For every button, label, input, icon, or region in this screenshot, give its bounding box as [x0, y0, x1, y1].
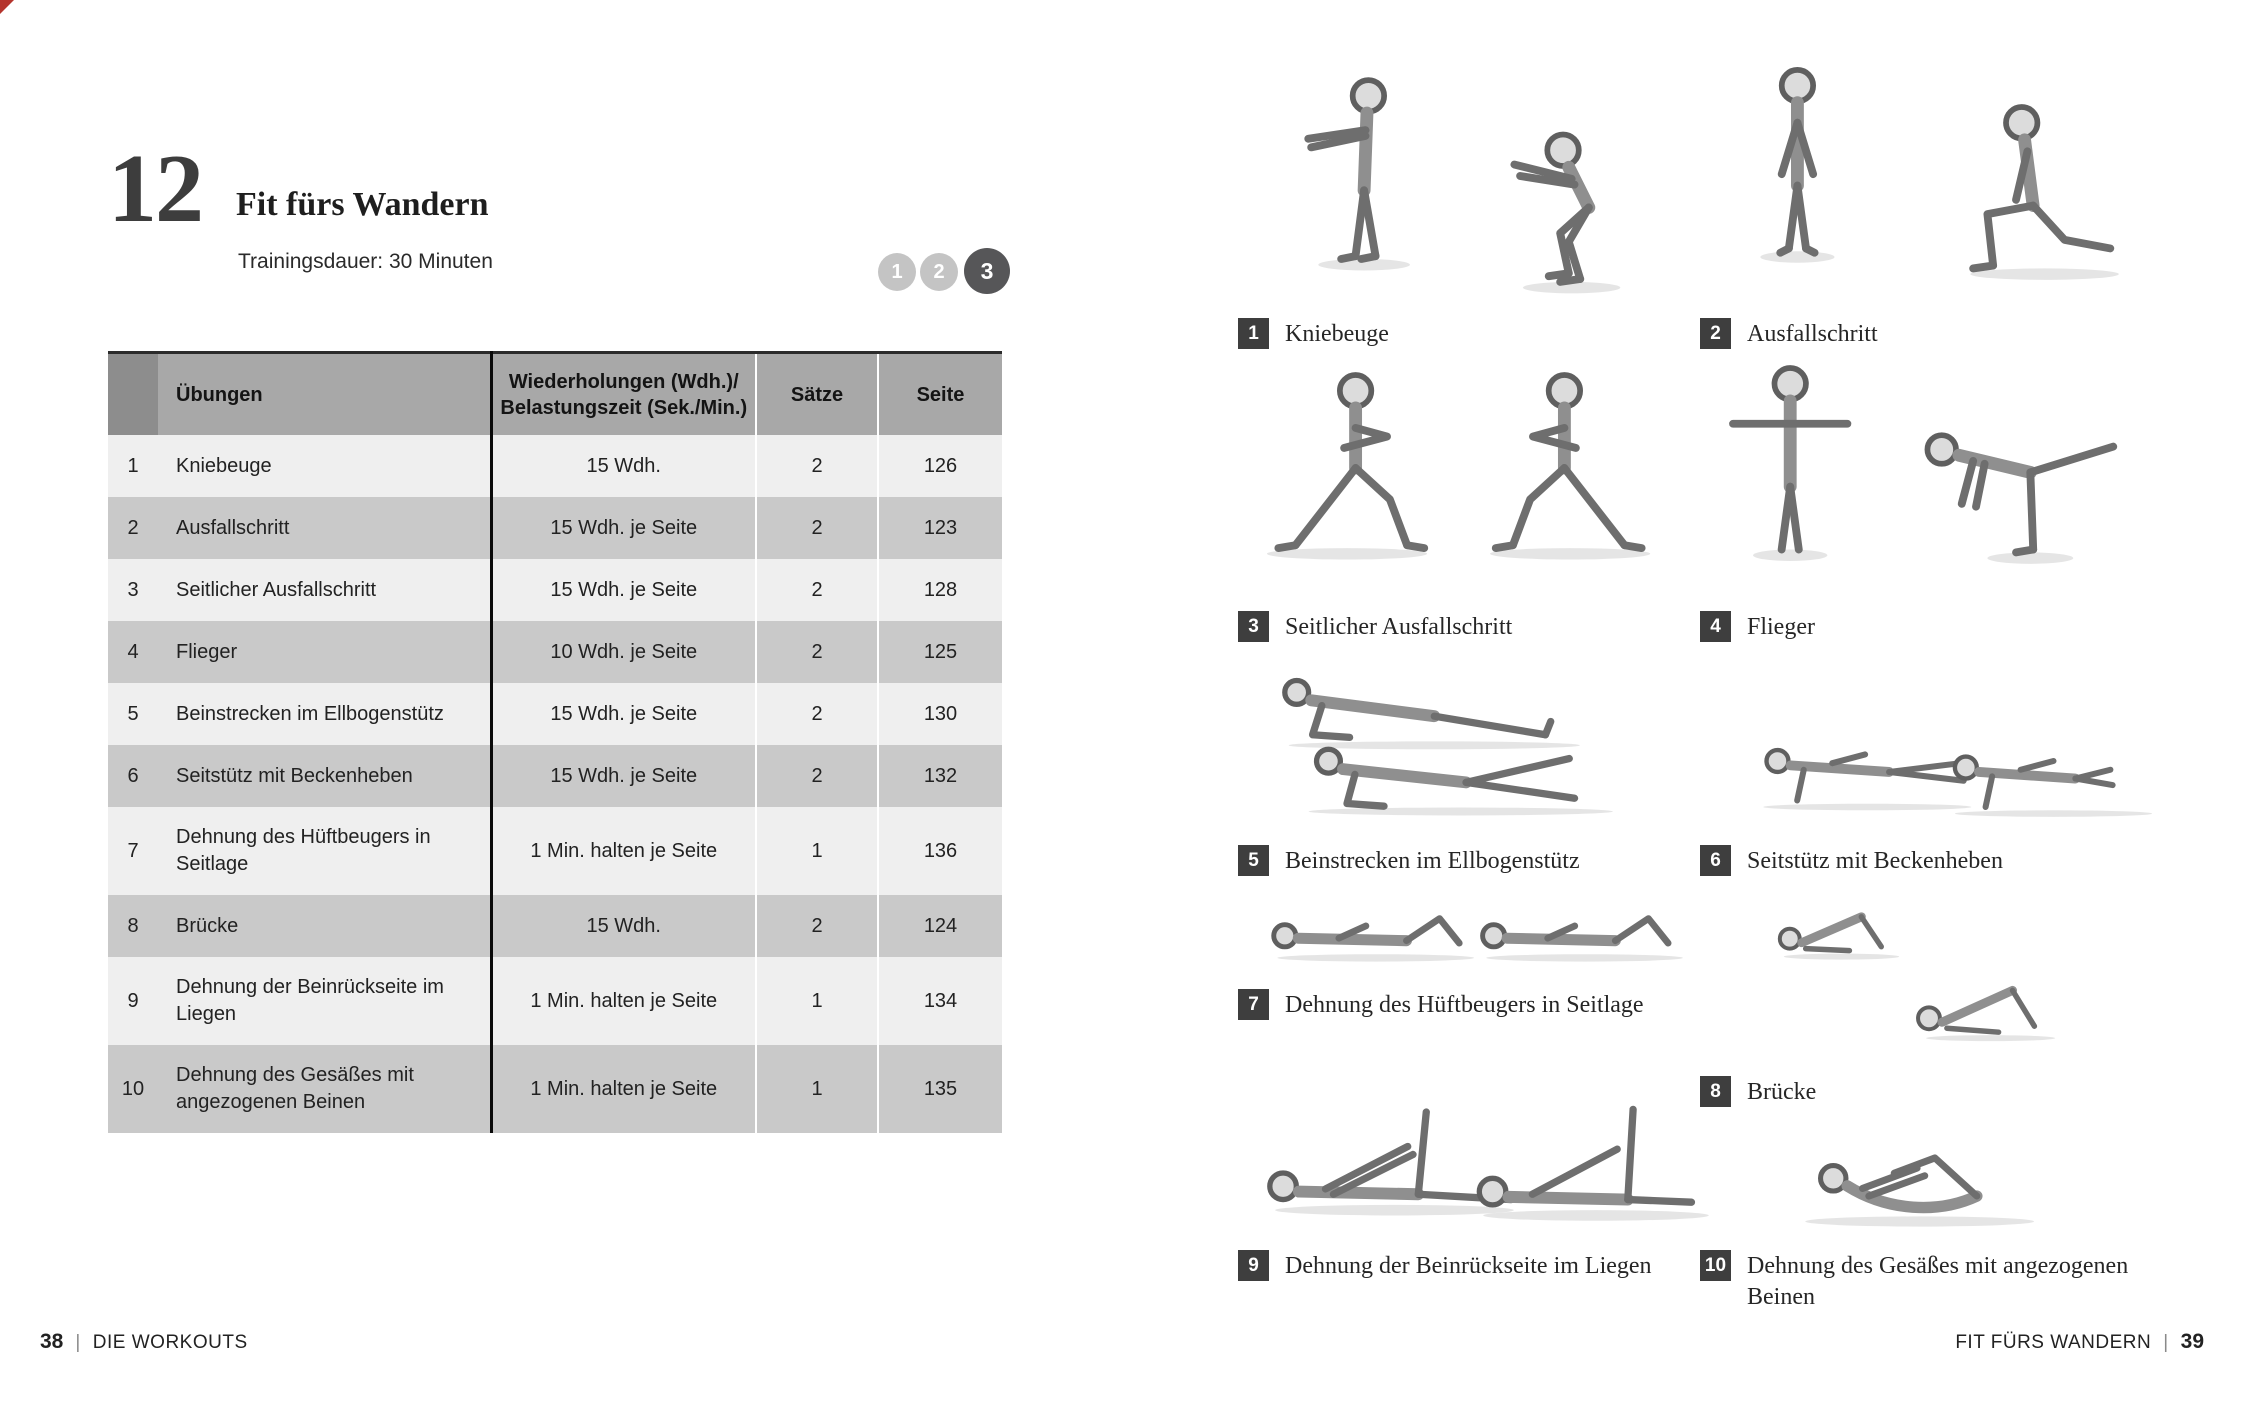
figure-caption-text: Dehnung der Beinrückseite im Liegen [1285, 1253, 1652, 1279]
exercise-name: Seitlicher Ausfallschritt [158, 559, 491, 621]
table-row [108, 559, 1002, 621]
figure-caption-2 [1700, 318, 1878, 350]
page-number-right: 39 [2180, 1330, 2204, 1353]
figure-caption-text: Beinstrecken im Ellbogenstütz [1285, 848, 1580, 874]
exercise-sets: 2 [756, 683, 878, 745]
illustration-flieger [1690, 358, 2162, 601]
difficulty-levels [872, 245, 1012, 297]
exercise-name: Seitstütz mit Beckenheben [158, 745, 491, 807]
page-number-left: 38 [40, 1330, 64, 1353]
table-row [108, 1045, 1002, 1133]
figure-caption-text: Seitlicher Ausfallschritt [1285, 614, 1513, 640]
table-row [108, 683, 1002, 745]
exercise-page: 123 [878, 497, 1002, 559]
level-badge-3-active: 3 [964, 248, 1010, 294]
exercise-num: 5 [108, 683, 158, 745]
level-badge-1: 1 [878, 253, 916, 291]
exercise-reps: 15 Wdh. je Seite [491, 497, 756, 559]
exercise-page: 136 [878, 807, 1002, 895]
exercise-page: 124 [878, 895, 1002, 957]
exercise-sets: 2 [756, 497, 878, 559]
table-row [108, 807, 1002, 895]
table-row [108, 957, 1002, 1045]
illustration-bruecke [1690, 887, 2162, 1066]
exercise-page: 130 [878, 683, 1002, 745]
illustration-seitstuetz-beckenheben [1690, 715, 2176, 830]
exercise-sets: 2 [756, 621, 878, 683]
exercise-num: 10 [108, 1045, 158, 1133]
figure-caption-6 [1700, 845, 2003, 877]
exercise-reps: 1 Min. halten je Seite [491, 957, 756, 1045]
figure-number-badge: 1 [1238, 318, 1269, 349]
footer-divider: | [75, 1332, 81, 1353]
exercise-reps: 15 Wdh. [491, 435, 756, 497]
exercise-sets: 1 [756, 957, 878, 1045]
table-row [108, 435, 1002, 497]
exercise-reps: 15 Wdh. je Seite [491, 559, 756, 621]
exercise-sets: 1 [756, 807, 878, 895]
figure-caption-text: Kniebeuge [1285, 321, 1389, 347]
illustration-kniebeuge [1231, 64, 1689, 308]
exercise-num: 1 [108, 435, 158, 497]
figure-number-badge: 2 [1700, 318, 1731, 349]
figure-caption-text: Seitstütz mit Beckenheben [1747, 848, 2003, 874]
figure-caption-text: Dehnung des Gesäßes mit angezogenen Beinen [1747, 1253, 2129, 1311]
exercise-name: Flieger [158, 621, 491, 683]
figure-caption-text: Brücke [1747, 1079, 1817, 1105]
page-corner-mark [0, 0, 14, 14]
workout-number: 12 [108, 135, 202, 243]
exercise-name: Beinstrecken im Ellbogenstütz [158, 683, 491, 745]
exercise-name: Ausfallschritt [158, 497, 491, 559]
exercise-reps: 15 Wdh. [491, 895, 756, 957]
figure-caption-9 [1238, 1250, 1652, 1282]
exercise-page: 126 [878, 435, 1002, 497]
exercise-reps: 10 Wdh. je Seite [491, 621, 756, 683]
figure-number-badge: 5 [1238, 845, 1269, 876]
illustration-ausfallschritt [1690, 57, 2162, 307]
exercise-page: 132 [878, 745, 1002, 807]
illustration-seitlicher-ausfallschritt [1224, 365, 1696, 601]
figure-caption-1 [1238, 318, 1389, 350]
exercise-num: 8 [108, 895, 158, 957]
header-reps-line2: Belastungszeit (Sek./Min.) [500, 396, 748, 419]
header-sets: Sätze [756, 353, 878, 436]
header-page: Seite [878, 353, 1002, 436]
footer-right [1955, 1330, 2204, 1354]
figure-number-badge: 3 [1238, 611, 1269, 642]
exercise-reps: 1 Min. halten je Seite [491, 807, 756, 895]
table-row [108, 621, 1002, 683]
illustration-beinstrecken-ellbogenstuetz [1231, 658, 1717, 830]
footer-section-right: FIT FÜRS WANDERN [1955, 1332, 2152, 1353]
figure-caption-4 [1700, 611, 1815, 643]
figure-caption-5 [1238, 845, 1580, 877]
exercise-reps: 15 Wdh. je Seite [491, 683, 756, 745]
exercise-num: 3 [108, 559, 158, 621]
exercise-name: Dehnung des Gesäßes mit angezogenen Beinen [158, 1045, 491, 1133]
figure-caption-text: Ausfallschritt [1747, 321, 1878, 347]
figure-caption-3 [1238, 611, 1512, 643]
illustration-dehnung-hueftbeuger [1231, 894, 1717, 980]
illustration-dehnung-beinrueckseite [1231, 1059, 1717, 1238]
figure-number-badge: 6 [1700, 845, 1731, 876]
table-row [108, 745, 1002, 807]
figure-number-badge: 9 [1238, 1250, 1269, 1281]
exercise-name: Brücke [158, 895, 491, 957]
figure-caption-text: Dehnung des Hüftbeugers in Seitlage [1285, 992, 1644, 1018]
figure-number-badge: 10 [1700, 1250, 1731, 1281]
exercise-num: 6 [108, 745, 158, 807]
header-exercises: Übungen [158, 353, 491, 436]
header-corner-cell [108, 353, 158, 436]
exercise-name: Kniebeuge [158, 435, 491, 497]
exercise-num: 7 [108, 807, 158, 895]
table-header-row [108, 353, 1002, 436]
exercise-num: 9 [108, 957, 158, 1045]
exercise-sets: 2 [756, 559, 878, 621]
figure-number-badge: 8 [1700, 1076, 1731, 1107]
illustration-dehnung-gesaess [1690, 1130, 2162, 1238]
exercise-num: 2 [108, 497, 158, 559]
exercise-name: Dehnung der Beinrückseite im Liegen [158, 957, 491, 1045]
figure-caption-7 [1238, 989, 1644, 1021]
footer-section-left: DIE WORKOUTS [92, 1332, 248, 1353]
figure-number-badge: 7 [1238, 989, 1269, 1020]
level-badge-2: 2 [920, 253, 958, 291]
figure-caption-10 [1700, 1250, 2197, 1313]
table-row [108, 497, 1002, 559]
exercise-page: 128 [878, 559, 1002, 621]
exercise-sets: 2 [756, 435, 878, 497]
training-duration: Trainingsdauer: 30 Minuten [238, 250, 493, 273]
figure-number-badge: 4 [1700, 611, 1731, 642]
exercise-page: 125 [878, 621, 1002, 683]
exercise-sets: 2 [756, 895, 878, 957]
table-row [108, 895, 1002, 957]
exercise-page: 135 [878, 1045, 1002, 1133]
header-reps [491, 353, 756, 436]
page-title: Fit fürs Wandern [236, 186, 489, 223]
exercise-page: 134 [878, 957, 1002, 1045]
exercise-reps: 1 Min. halten je Seite [491, 1045, 756, 1133]
footer-left [40, 1330, 248, 1354]
exercise-sets: 2 [756, 745, 878, 807]
figure-caption-8 [1700, 1076, 1816, 1108]
exercise-name: Dehnung des Hüftbeugers in Seitlage [158, 807, 491, 895]
exercise-reps: 15 Wdh. je Seite [491, 745, 756, 807]
exercise-num: 4 [108, 621, 158, 683]
exercise-sets: 1 [756, 1045, 878, 1133]
header-reps-line1: Wiederholungen (Wdh.)/ [508, 370, 739, 393]
figure-caption-text: Flieger [1747, 614, 1815, 640]
footer-divider: | [2163, 1332, 2169, 1353]
exercise-table [108, 351, 1002, 1133]
